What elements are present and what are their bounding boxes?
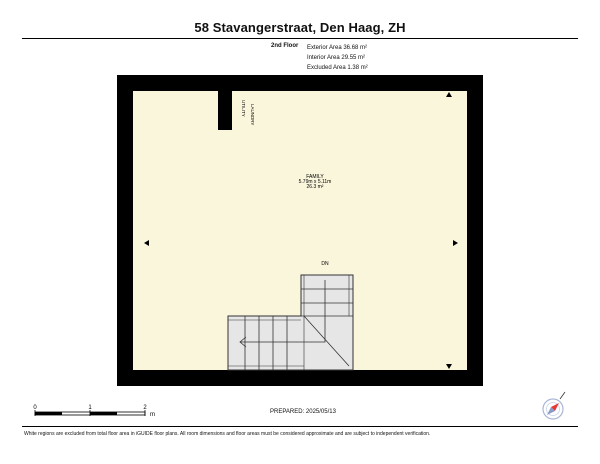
compass-icon xyxy=(543,392,565,419)
scale-tick-0: 0 xyxy=(33,405,37,411)
room-name: FAMILY xyxy=(306,174,324,180)
disclaimer-text: White regions are excluded from total floor area in iGUIDE floor plans. All room dimensions and floor areas must be considered approximate and are subject to independent verification. xyxy=(24,431,431,437)
room-area: 26.3 m² xyxy=(306,184,324,190)
excluded-area: Excluded Area 1.38 m² xyxy=(307,65,368,71)
interior-area: Interior Area 29.55 m² xyxy=(307,55,366,61)
exterior-area: Exterior Area 36.68 m² xyxy=(307,45,368,51)
prepared-date: PREPARED: 2025/05/13 xyxy=(270,409,336,415)
scale-unit: m xyxy=(150,412,155,418)
laundry-label: LAUNDRY xyxy=(250,104,255,126)
scale-tick-2: 2 xyxy=(143,405,147,411)
scale-tick-1: 1 xyxy=(88,405,92,411)
utility-label: UTILITY xyxy=(241,100,246,117)
footer-divider xyxy=(22,426,578,427)
utility-wall xyxy=(218,91,232,130)
room-dimensions: 5.79m x 5.11m xyxy=(298,179,332,185)
page-title: 58 Stavangerstraat, Den Haag, ZH xyxy=(194,20,406,35)
stair-label: DN xyxy=(321,261,329,267)
floor-label: 2nd Floor xyxy=(271,43,299,49)
